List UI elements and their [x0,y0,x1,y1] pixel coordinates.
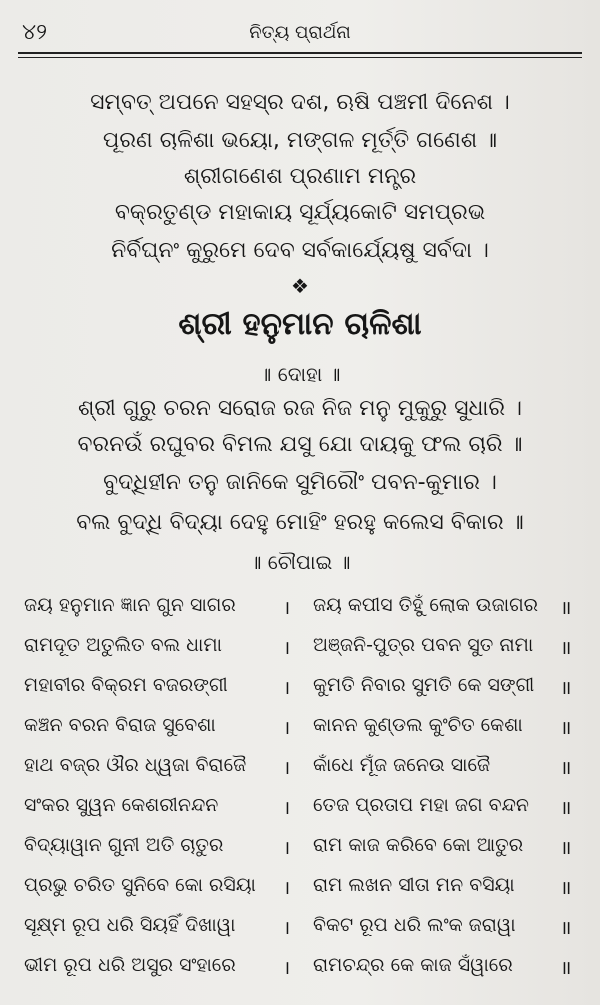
chaupai-first-half: ଭୀମ ରୂପ ଧରି ଅସୁର ସଂହାରେ [24,954,236,976]
chaupai-second-half: ଅଞ୍ଜନି-ପୁତ୍ର ପବନ ସୁତ ନାମା [313,634,534,656]
verse-end-mark: ॥ [560,837,572,859]
half-separator: । [283,597,291,619]
header-rule-thick [18,52,582,54]
chaupai-second-half: ରାମ କାଜ କରିବେ କୋ ଆତୁର [313,834,524,856]
verse-end-mark: ॥ [560,597,572,619]
half-separator: । [283,677,291,699]
chaupai-first-half: କଞ୍ଚନ ବରନ ବିରାଜ ସୁବେଶା [24,714,216,736]
chaupai-first-half: ମହାବୀର ବିକ୍ରମ ବଜରଙ୍ଗୀ [24,674,228,696]
mantra-line: ନିର୍ବିଘ୍ନଂ କୁରୁମେ ଦେବ ସର୍ବକାର୍ଯ୍ୟେଷୁ ସର୍ବଦା । [111,238,489,263]
half-separator: । [283,917,291,939]
chaupai-row [20,674,580,708]
mantra-heading: ଶ୍ରୀଗଣେଶ ପ୍ରଣାମ ମନ୍ତ୍ର [183,164,417,189]
verse-end-mark: ॥ [560,677,572,699]
chaupai-second-half: ବିକଟ ରୂପ ଧରି ଲଂକ ଜରାୱା [313,914,516,936]
chaupai-second-half: କୁମତି ନିବାର ସୁମତି କେ ସଙ୍ଗୀ [313,674,535,696]
chaupai-first-half: ସୂକ୍ଷ୍ମ ରୂପ ଧରି ସିୟହିଁ ଦିଖାୱା [24,914,236,936]
header-rule-thin [18,57,582,58]
prelude-line: ସମ୍ବତ୍ ଅପନେ ସହସ୍ର ଦଶ, ଋଷି ପଞ୍ଚମୀ ଦିନେଶ । [90,90,510,115]
page-number: ୪୨ [22,20,48,45]
doha-heading: ॥ ଦୋହା ॥ [259,362,341,386]
chaupai-first-half: ଜୟ ହନୁମାନ ଜ୍ଞାନ ଗୁନ ସାଗର [24,594,236,616]
chaupai-first-half: ରାମଦୂତ ଅତୁଲିତ ବଲ ଧାମା [24,634,222,656]
chaupai-second-half: କାନନ କୁଣ୍ଡଲ କୁଂଚିତ କେଶା [313,714,523,736]
verse-end-mark: ॥ [560,757,572,779]
chaupai-row [20,714,580,748]
half-separator: । [283,717,291,739]
verse-end-mark: ॥ [560,957,572,979]
chaupai-second-half: ରାମ ଲଖନ ସୀତା ମନ ବସିୟା [313,874,515,896]
chaupai-second-half: ଜୟ କପୀସ ତିହୁଁ ଲୋକ ଉଜାଗର [313,594,539,616]
page-header [20,18,580,48]
chaupai-first-half: ସଂକର ସୁୱନ କେଶରୀନନ୍ଦନ [24,794,219,816]
half-separator: । [283,877,291,899]
half-separator: । [283,957,291,979]
chaupai-row [20,634,580,668]
doha-line: ଶ୍ରୀ ଗୁରୁ ଚରନ ସରୋଜ ରଜ ନିଜ ମନୁ ମୁକୁରୁ ସୁଧାରି । [78,396,522,421]
ornament-divider: ❖ [291,274,309,298]
verse-end-mark: ॥ [560,797,572,819]
verse-end-mark: ॥ [560,717,572,739]
chaupai-row [20,754,580,788]
chaupai-row [20,594,580,628]
doha-line: ବୁଦ୍ଧିହୀନ ତନୁ ଜାନିକେ ସୁମିରୌଂ ପବନ-କୁମାର । [103,470,497,495]
chaupai-first-half: ବିଦ୍ୟାୱାନ ଗୁନୀ ଅତି ଚାତୁର [24,834,224,856]
chaupai-row [20,954,580,988]
chaupai-first-half: ହାଥ ବଜ୍ର ଔର ଧ୍ୱଜା ବିରାଜୈ [24,754,247,776]
mantra-line: ବକ୍ରତୁଣ୍ଡ ମହାକାୟ ସୂର୍ଯ୍ୟକୋଟି ସମପ୍ରଭ [114,200,486,225]
verse-end-mark: ॥ [560,917,572,939]
chaupai-row [20,794,580,828]
verse-end-mark: ॥ [560,877,572,899]
section-title: ଶ୍ରୀ ହନୁମାନ ଚାଳିଶା [178,306,422,342]
doha-line: ବରନଉଁ ରଘୁବର ବିମଲ ଯସୁ ଯୋ ଦାୟକୁ ଫଲ ଚାରି ॥ [77,432,523,457]
half-separator: । [283,757,291,779]
prelude-line: ପୂରଣ ଚାଳିଶା ଭୟୋ, ମଙ୍ଗଳ ମୂର୍ତ୍ତି ଗଣେଶ ॥ [102,128,498,153]
chaupai-row [20,914,580,948]
chaupai-second-half: ରାମଚନ୍ଦ୍ର କେ କାଜ ସଁୱାରେ [313,954,513,976]
doha-line: ବଲ ବୁଦ୍ଧି ବିଦ୍ୟା ଦେହୁ ମୋହିଂ ହରହୁ କଲେସ ବିକାର ॥ [76,510,524,535]
verse-end-mark: ॥ [560,637,572,659]
chaupai-row [20,834,580,868]
chaupai-second-half: ତେଜ ପ୍ରତାପ ମହା ଜଗ ବନ୍ଦନ [313,794,530,816]
chaupai-heading: ॥ ଚୌପାଇ ॥ [249,550,351,574]
chaupai-first-half: ପ୍ରଭୁ ଚରିତ ସୁନିବେ କୋ ରସିୟା [24,874,256,896]
chaupai-second-half: କାଁଧେ ମୂଁଜ ଜନେଉ ସାଜୈ [313,754,491,776]
half-separator: । [283,637,291,659]
running-title: ନିତ୍ୟ ପ୍ରାର୍ଥନା [249,22,351,43]
chaupai-row [20,874,580,908]
half-separator: । [283,837,291,859]
half-separator: । [283,797,291,819]
